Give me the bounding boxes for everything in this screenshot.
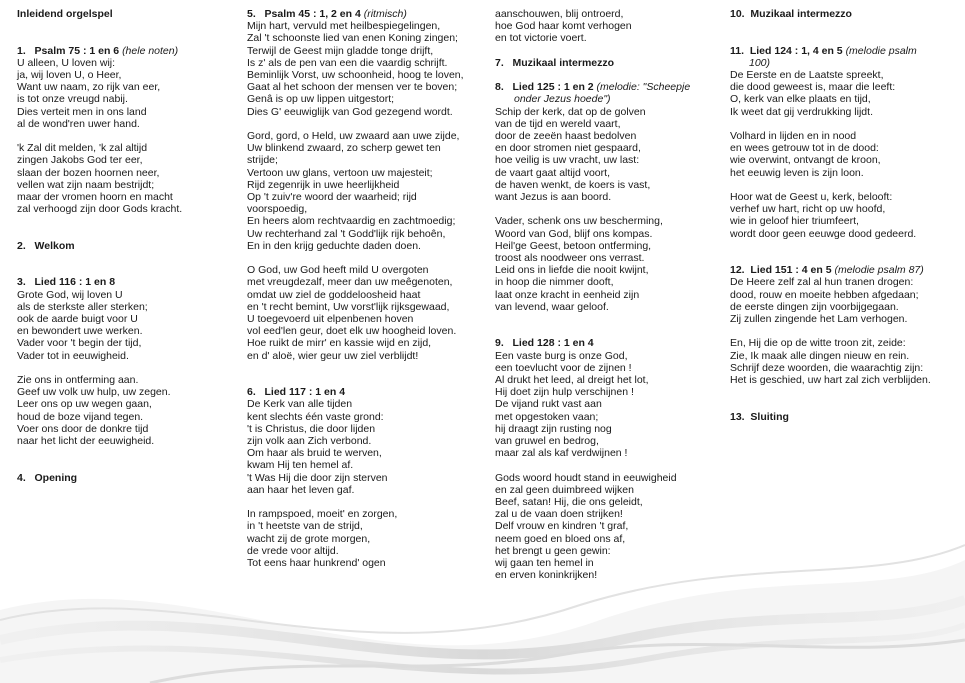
item-5-title: 5. Psalm 45 : 1, 2 en 4 — [247, 8, 364, 20]
item-8-note-cont: onder Jezus hoede") — [514, 93, 611, 106]
item-11-heading-cont — [730, 57, 962, 69]
item-8-title: 8. Lied 125 : 1 en 2 — [495, 81, 597, 94]
lied-124-verse-1: De Eerste en de Laatste spreekt, die dood geweest is, maar die leeft: O, kerk van elke plaats en tijd, Ik weet dat gij verdrukking lijdt. — [730, 69, 896, 118]
column-2 — [247, 8, 487, 569]
psalm-45-verse-1: Mijn hart, vervuld met heilbespiegelingen, Zal 't schoonste lied van enen Koning zingen; Terwijl de Geest mijn gladde tonge drijft, Is z' als de pen van een die vaardig schrijft. Beminlijk Vorst, uw schoonheid, hoog te loven, Gaat al het schoon der mensen ver te boven; Genâ is op uw lippen uitgestort; Dies G' eeuwiglijk van God gezegend wordt. — [247, 20, 464, 118]
item-4-heading: 4. Opening — [17, 471, 78, 484]
item-13-heading: 13. Sluiting — [730, 410, 789, 423]
item-1-title: 1. Psalm 75 : 1 en 6 — [17, 44, 123, 57]
column-3 — [495, 8, 723, 581]
lied-151-verse-5: En, Hij die op de witte troon zit, zeide: Zie, Ik maak alle dingen nieuw en rein. Schrijf deze woorden, die waarachtig zijn: Het is geschied, uw hart zal zich verblijden. — [730, 337, 931, 387]
lied-117-verse-1: De Kerk van alle tijden kent slechts één vaste grond: 't is Christus, die door lijden zijn volk aan Zich verbond. Om haar als bruid te werven, kwam Hij ten hemel af. 't Was Hij die door zijn sterven aan haar het leven gaf. — [247, 398, 388, 496]
lied-124-verse-4: Volhard in lijden en in nood en wees getrouw tot in de dood: wie overwint, ontvangt de kroon, het eeuwig leven is zijn loon. — [730, 130, 881, 179]
psalm-45-verse-4: O God, uw God heeft mild U overgoten met vreugdezalf, meer dan uw meêgenoten, omdat uw ziel de goddeloosheid haat en 't recht bemint, Uw vorst'lijk rijksgewaad, U toegevoerd uit elpenbenen hoven vol eed'len geur, doet elk uw hoogheid loven. Hoe ruikt de mirr' en kassie wijd en zijd, en d' aloë, wier geur uw ziel verblijdt! — [247, 264, 457, 362]
item-7-heading: 7. Muzikaal intermezzo — [495, 56, 615, 69]
psalm-75-verse-6: 'k Zal dit melden, 'k zal altijd zingen Jakobs God ter eer, slaan der bozen hoornen neer, vellen wat zijn naam bestrijdt; maar der vromen hoorn en macht zal verhoogd zijn door Gods kracht. — [17, 142, 183, 216]
item-8-note: (melodie: "Scheepje — [596, 81, 691, 94]
item-2-heading: 2. Welkom — [17, 239, 75, 252]
psalm-45-verse-2: Gord, gord, o Held, uw zwaard aan uwe zijde, Uw blinkend zwaard, zo scherp gewet ten strijde; Vertoon uw glans, vertoon uw majesteit; Rijd zegenrijk in uwe heerlijkheid Op 't zuiv're woord der waarheid; rijd voorspoedig, En heers alom rechtvaardig en zachtmoedig; Uw rechterhand zal 't Godd'lijk rijk behoên, En in den krijg geduchte daden doen. — [247, 130, 460, 252]
item-5-note: (ritmisch) — [363, 8, 407, 20]
item-12-note: (melodie psalm 87) — [834, 264, 924, 277]
lied-124-verse-5: Hoor wat de Geest u, kerk, belooft: verhef uw hart, richt op uw hoofd, wie in geloof hier triumfeert, wordt door geen eeuwge dood gedeerd. — [730, 191, 917, 240]
item-8-heading-cont — [495, 93, 723, 105]
lied-151-verse-4: De Heere zelf zal al hun tranen drogen: dood, rouw en moeite hebben afgedaan; de eerste dingen zijn voorbijgegaan. Zij zullen zingende het Lam verhogen. — [730, 276, 919, 326]
item-11-title: 11. Lied 124 : 1, 4 en 5 — [730, 44, 846, 57]
lied-125-verse-1: Schip der kerk, dat op de golven van de tijd en wereld vaart, door de zeeën haast bedolven en door stromen niet gespaard, hoe veilig is uw vracht, uw last: de vaart gaat altijd voort, de haven wenkt, de koers is vast, want Jezus is aan boord. — [495, 105, 651, 204]
lied-128-verse-1: Een vaste burg is onze God, een toevlucht voor de zijnen ! Al drukt het leed, al dreigt het lot, Hij doet zijn hulp verschijnen ! De vijand rukt vast aan met opgestoken vaan; hij draagt zijn rusting nog van gruwel en bedrog, maar zal als kaf verdwijnen ! — [495, 349, 649, 460]
item-6-heading: 6. Lied 117 : 1 en 4 — [247, 386, 346, 399]
column-4 — [730, 8, 962, 423]
psalm-75-verse-1: U alleen, U loven wij: ja, wij loven U, o Heer, Want uw naam, zo rijk van eer, is tot onze vreugd nabij. Dies verteit men in ons land al de wond'ren uwer hand. — [17, 56, 161, 130]
item-12-title: 12. Lied 151 : 4 en 5 — [730, 264, 835, 277]
lied-128-verse-4: Gods woord houdt stand in eeuwigheid en zal geen duimbreed wijken Beef, satan! Hij, die ons geleidt, zal u de vaan doen strijken! Delf vrouw en kindren 't graf, neem goed en bloed ons af, het brengt u geen gewin: wij gaan ten hemel in en erven koninkrijken! — [495, 471, 677, 582]
item-8-heading — [495, 81, 723, 93]
lied-125-verse-2: Vader, schenk ons uw bescherming, Woord van God, blijf ons kompas. Heil'ge Geest, betoon ontferming, troost als noodweer ons verrast. Leid ons in liefde die nooit kwijnt, in hoop die nimmer dooft, laat onze kracht in eenheid zijn van levend, waar geloof. — [495, 215, 663, 313]
item-12-heading — [730, 264, 962, 276]
prelude-heading: Inleidend orgelspel — [17, 8, 113, 20]
item-5-heading — [247, 8, 487, 20]
lied-116-verse-8: Zie ons in ontferming aan. Geef uw volk uw hulp, uw zegen. Leer ons op uw wegen gaan, houd de boze vijand tegen. Voer ons door de donkre tijd naar het licht der eeuwigheid. — [17, 374, 171, 448]
lied-116-verse-1: Grote God, wij loven U als de sterkste aller sterken; ook de aarde buigt voor U en bewondert uwe werken. Vader voor 't begin der tijd, Vader tot in eeuwigheid. — [17, 288, 148, 362]
column-1 — [17, 8, 242, 484]
item-1-note: (hele noten) — [122, 44, 179, 57]
lied-117-verse-4-continued: aanschouwen, blij ontroerd, hoe God haar komt verhogen en tot victorie voert. — [495, 8, 632, 45]
item-11-note: (melodie psalm — [845, 44, 917, 57]
item-11-note-cont: 100) — [749, 56, 771, 69]
item-1-heading — [17, 45, 242, 57]
item-3-heading: 3. Lied 116 : 1 en 8 — [17, 276, 116, 289]
item-9-heading: 9. Lied 128 : 1 en 4 — [495, 337, 594, 350]
item-10-heading: 10. Muzikaal intermezzo — [730, 8, 852, 20]
lied-117-verse-4: In rampspoed, moeit' en zorgen, in 't heetste van de strijd, wacht zij de grote morgen, de vrede voor altijd. Tot eens haar hunkrend' ogen — [247, 508, 398, 570]
item-11-heading — [730, 45, 962, 57]
